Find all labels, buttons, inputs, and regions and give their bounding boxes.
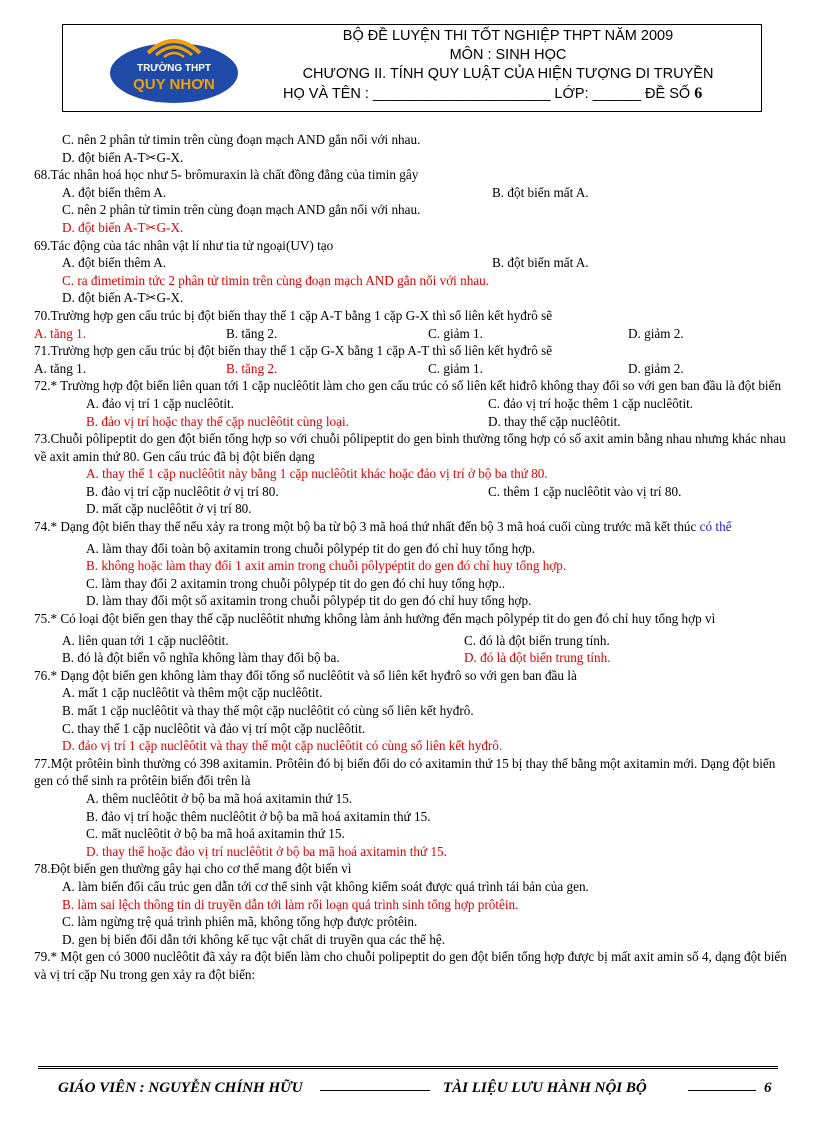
q68-option-c: C. nên 2 phân tử timin trên cùng đoạn mạch AND gắn nối với nhau.	[62, 202, 421, 218]
logo-text-line-2: QUY NHƠN	[133, 76, 215, 93]
q76-option-c: C. thay thế 1 cặp nuclêôtit và đảo vị trí một cặp nuclêôtit.	[62, 720, 366, 736]
q71-option-b: B. tăng 2.	[226, 360, 278, 376]
subject-line: MÔN : SINH HỌC	[449, 47, 567, 63]
q73-options-bc	[34, 483, 794, 501]
q69-options-ab	[34, 254, 794, 272]
q71-options	[34, 360, 794, 378]
chapter-line: CHƯƠNG II. TÍNH QUY LUẬT CỦA HIỆN TƯỢNG DI TRUYỀN	[302, 66, 714, 82]
logo-text-line-1: TRƯỜNG THPT	[136, 63, 212, 74]
exam-title: BỘ ĐỀ LUYỆN THI TỐT NGHIỆP THPT NĂM 2009	[342, 28, 674, 44]
exam-number: 6	[694, 85, 703, 102]
q72-options-ac	[34, 395, 794, 413]
q73-stem: 73.Chuỗi pôlipeptit do gen đột biến tổng hợp so với chuỗi pôlipeptit do gen bình thường tổng hợp có số axit amin bằng nhau nhưng khác nhau về axit amin thứ 80. Gen cấu trúc đã bị đột biến dạng	[34, 431, 786, 464]
q74-option-a: A. làm thay đổi toàn bộ axitamin trong chuỗi pôlypép tit do gen đó chỉ huy tổng hợp.	[86, 540, 536, 556]
q72-option-b: B. đảo vị trí hoặc thay thế cặp nuclêôtit cùng loại.	[86, 413, 349, 429]
footer-divider	[38, 1066, 778, 1069]
q70-option-d: D. giảm 2.	[628, 325, 684, 341]
q70-option-c: C. giảm 1.	[428, 325, 483, 341]
q78-option-c: C. làm ngừng trệ quá trình phiên mã, không tổng hợp được prôtêin.	[62, 914, 418, 930]
q76-option-a: A. mất 1 cặp nuclêôtit và thêm một cặp nuclêôtit.	[62, 685, 323, 701]
q79-stem: 79.* Một gen có 3000 nuclêôtit đã xảy ra đột biến làm cho chuỗi polipeptit do gen đột biến tổng hợp được bị mất axit amin số 4, dạng đột biến và vị trí cặp Nu trong gen xảy ra đột biến:	[34, 949, 787, 982]
q74-option-c: C. làm thay đổi 2 axitamin trong chuỗi pôlypép tit do gen đó chỉ huy tổng hợp..	[86, 575, 506, 591]
q67-option-d: D. đột biến A-T✂G-X.	[62, 149, 184, 165]
q68-options-ab	[34, 184, 794, 202]
q69-option-d: D. đột biến A-T✂G-X.	[62, 290, 184, 306]
q68-option-b: B. đột biến mất A.	[492, 184, 589, 200]
q73-option-a: A. thay thế 1 cặp nuclêôtit này bằng 1 cặp nuclêôtit khác hoặc đảo vị trí ở bộ ba thứ 80.	[86, 466, 548, 482]
q77-option-b: B. đảo vị trí hoặc thêm nuclêôtit ở bộ ba mã hoá axitamin thứ 15.	[86, 808, 431, 824]
footer-line-left	[320, 1090, 430, 1091]
q75-option-d: D. đó là đột biến trung tính.	[464, 650, 611, 666]
q76-option-b: B. mất 1 cặp nuclêôtit và thay thế một cặp nuclêôtit có cùng số liên kết hyđrô.	[62, 703, 474, 718]
q75-option-b: B. đó là đột biến vô nghĩa không làm thay đổi bộ ba.	[62, 650, 340, 666]
q74-stem	[34, 518, 794, 536]
q75-option-c: C. đó là đột biến trung tính.	[464, 632, 610, 648]
q76-stem: 76.* Dạng đột biến gen không làm thay đổi tổng số nuclêôtit và số liên kết hyđrô so với gen ban đầu là	[34, 667, 577, 683]
exam-header	[62, 24, 762, 112]
q70-options	[34, 325, 794, 343]
q73-option-b: B. đảo vị trí cặp nuclêôtit ở vị trí 80.	[86, 483, 279, 499]
student-info-line	[263, 84, 753, 104]
footer-document-note: TÀI LIỆU LƯU HÀNH NỘI BỘ	[443, 1080, 647, 1096]
q68-option-d: D. đột biến A-T✂G-X.	[62, 219, 184, 235]
q74-stem-text: 74.* Dạng đột biến thay thế nếu xảy ra trong một bộ ba từ bộ 3 mã hoá thứ nhất đến bộ 3 mã hoá cuối cùng trước mã kết thúc	[34, 519, 697, 535]
q72-option-a: A. đảo vị trí 1 cặp nuclêôtit.	[86, 395, 234, 411]
page-number: 6	[764, 1080, 772, 1096]
q70-stem: 70.Trường hợp gen cấu trúc bị đột biến thay thế 1 cặp A-T bằng 1 cặp G-X thì số liên kết hyđrô sẽ	[34, 307, 553, 323]
q75-options-bd	[34, 649, 794, 667]
q70-option-b: B. tăng 2.	[226, 325, 278, 341]
footer-teacher: GIÁO VIÊN : NGUYỄN CHÍNH HỮU	[58, 1080, 303, 1096]
q77-option-c: C. mất nuclêôtit ở bộ ba mã hoá axitamin thứ 15.	[86, 826, 345, 842]
q78-option-d: D. gen bị biến đổi dẫn tới không kế tục vật chất di truyền qua các thế hệ.	[62, 931, 446, 947]
q78-option-a: A. làm biến đổi cấu trúc gen dẫn tới cơ thể sinh vật không kiểm soát được quá trình tái bản của gen.	[62, 878, 589, 894]
q72-options-bd	[34, 413, 794, 431]
q67-option-c: C. nên 2 phân tử timin trên cùng đoạn mạch AND gắn nối với nhau.	[62, 132, 421, 147]
q72-option-c: C. đảo vị trí hoặc thêm 1 cặp nuclêôtit.	[488, 395, 694, 411]
q68-stem: 68.Tác nhân hoá học như 5- brômuraxin là chất đồng đẳng của timin gây	[34, 167, 419, 183]
q68-option-a: A. đột biến thêm A.	[62, 184, 167, 200]
q72-stem: 72.* Trường hợp đột biến liên quan tới 1 cặp nuclêôtit làm cho gen cấu trúc có số liên kết hiđrô không thay đổi so với gen ban đầu là đột biến	[34, 378, 782, 394]
q69-stem: 69.Tác động của tác nhân vật lí như tia tử ngoại(UV) tạo	[34, 237, 334, 253]
q71-option-d: D. giảm 2.	[628, 360, 684, 376]
student-fields: HỌ VÀ TÊN : ______________________ LỚP: ______ ĐỀ SỐ	[283, 86, 691, 102]
q69-option-c: C. ra đimetimin tức 2 phân tử timin trên cùng đoạn mạch AND gắn nối với nhau.	[62, 272, 490, 288]
q75-options-ac	[34, 632, 794, 650]
q77-option-a: A. thêm nuclêôtit ở bộ ba mã hoá axitamin thứ 15.	[86, 790, 353, 806]
q77-stem: 77.Một prôtêin bình thường có 398 axitamin. Prôtêin đó bị biến đổi do có axitamin thứ 15 bị thay thế bằng một axitamin mới. Dạng đột biến gen có thể sinh ra prôtêin biến đổi trên là	[34, 755, 776, 789]
q71-option-c: C. giảm 1.	[428, 360, 483, 376]
q75-stem: 75.* Có loại đột biến gen thay thế cặp nuclêôtit nhưng không làm ảnh hưởng đến mạch pôlypép tit do gen đó chỉ huy tổng hợp vì	[34, 611, 716, 627]
q74-highlight: có thể	[699, 519, 732, 535]
q77-option-d: D. thay thế hoặc đảo vị trí nuclêôtit ở bộ ba mã hoá axitamin thứ 15.	[86, 843, 447, 859]
school-logo	[104, 27, 244, 111]
footer-line-right	[688, 1090, 756, 1091]
q74-option-b: B. không hoặc làm thay đổi 1 axit amin trong chuỗi pôlypéptit do gen đó chỉ huy tổng hợp.	[86, 558, 567, 574]
q73-option-c: C. thêm 1 cặp nuclêôtit vào vị trí 80.	[488, 483, 682, 499]
q78-option-b: B. làm sai lệch thông tin di truyền dẫn tới làm rối loạn quá trình sinh tổng hợp prôtêin.	[62, 896, 519, 912]
q72-option-d: D. thay thế cặp nuclêôtit.	[488, 413, 621, 429]
q71-option-a: A. tăng 1.	[34, 360, 87, 376]
q69-option-a: A. đột biến thêm A.	[62, 255, 167, 271]
q71-stem: 71.Trường hợp gen cấu trúc bị đột biến thay thế 1 cặp G-X bằng 1 cặp A-T thì số liên kết hyđrô sẽ	[34, 343, 553, 359]
q70-option-a: A. tăng 1.	[34, 325, 87, 341]
q75-option-a: A. liên quan tới 1 cặp nuclêôtit.	[62, 632, 229, 648]
q69-option-b: B. đột biến mất A.	[492, 255, 589, 271]
q76-option-d: D. đảo vị trí 1 cặp nuclêôtit và thay thế một cặp nuclêôtit có cùng số liên kết hyđrô.	[62, 738, 503, 754]
q74-option-d: D. làm thay đổi một số axitamin trong chuỗi pôlypép tit do gen đó chỉ huy tổng hợp.	[86, 593, 532, 609]
q73-option-d: D. mất cặp nuclêôtit ở vị trí 80.	[86, 501, 252, 517]
question-list	[34, 131, 794, 984]
q78-stem: 78.Đột biến gen thường gây hại cho cơ thể mang đột biến vì	[34, 861, 352, 877]
